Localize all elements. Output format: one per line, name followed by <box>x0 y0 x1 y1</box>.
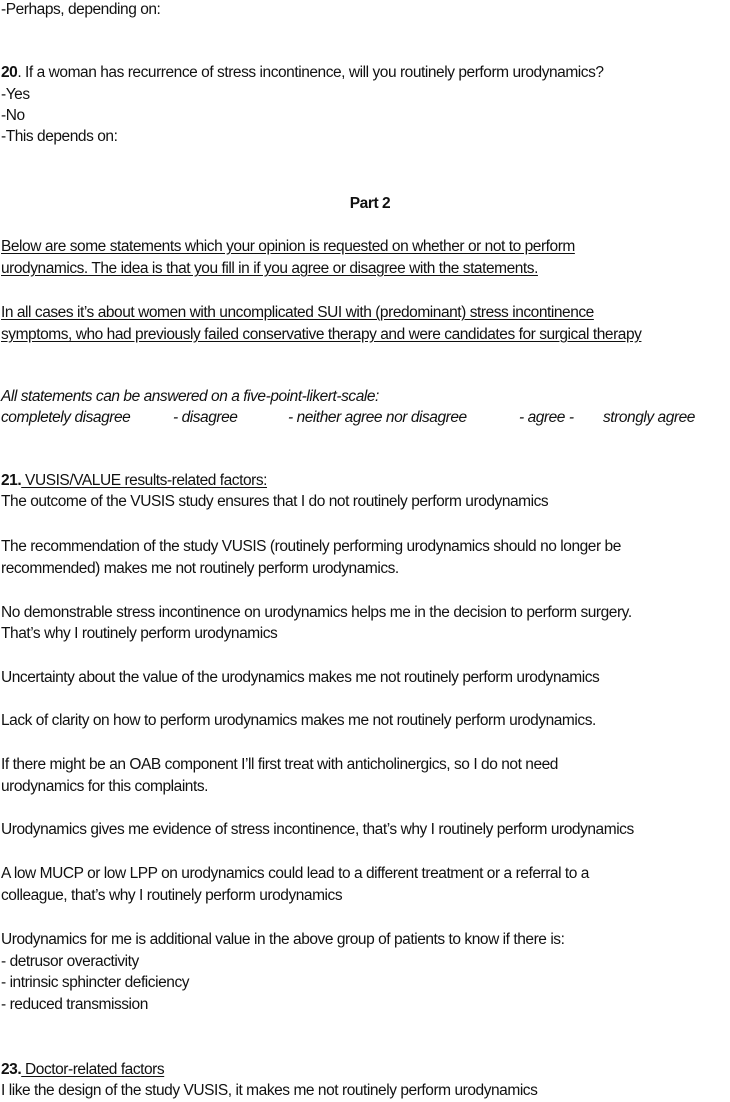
q21-statement-6-line1: If there might be an OAB component I’ll first treat with anticholinergics, so I do not need <box>1 756 558 773</box>
q21-number: 21. <box>1 472 22 489</box>
q20-option-yes: -Yes <box>1 86 30 103</box>
q21-statement-2-line1: The recommendation of the study VUSIS (routinely performing urodynamics should no longer be <box>1 538 621 555</box>
likert-option-strongly-agree: strongly agree <box>603 409 695 426</box>
q21-statement-7: Urodynamics gives me evidence of stress incontinence, that’s why I routinely perform urodynamics <box>1 821 634 838</box>
q21-heading-text: VUSIS/VALUE results-related factors: <box>21 472 268 489</box>
likert-option-completely-disagree: completely disagree <box>1 409 131 426</box>
part2-title: Part 2 <box>349 195 391 212</box>
q21-statement-2-line2: recommended) makes me not routinely perform urodynamics. <box>1 560 399 577</box>
likert-option-disagree: - disagree <box>173 409 238 426</box>
q21-statement-9-item-1: - detrusor overactivity <box>1 953 139 970</box>
likert-scale <box>1 408 730 428</box>
q23-heading <box>1 1060 164 1080</box>
part2-cases-line2: symptoms, who had previously failed conservative therapy and were candidates for surgical therapy <box>1 326 642 343</box>
q20-number: 20 <box>1 64 18 81</box>
likert-option-agree: - agree - <box>519 409 574 426</box>
part2-intro-line2: urodynamics. The idea is that you fill in if you agree or disagree with the statements. <box>1 260 538 277</box>
q20-option-depends: -This depends on: <box>1 128 118 145</box>
q23-statement-1: I like the design of the study VUSIS, it makes me not routinely perform urodynamics <box>1 1082 538 1099</box>
q23-heading-text: Doctor-related factors <box>21 1061 165 1078</box>
q21-statement-8-line1: A low MUCP or low LPP on urodynamics could lead to a different treatment or a referral to a <box>1 865 589 882</box>
q21-statement-5: Lack of clarity on how to perform urodynamics makes me not routinely perform urodynamics. <box>1 712 596 729</box>
q21-statement-3-line1: No demonstrable stress incontinence on urodynamics helps me in the decision to perform surgery. <box>1 604 632 621</box>
q19-option-perhaps: -Perhaps, depending on: <box>1 1 161 18</box>
likert-intro: All statements can be answered on a five-point-likert-scale: <box>1 388 379 405</box>
q20-question <box>1 63 604 83</box>
part2-intro-line1: Below are some statements which your opinion is requested on whether or not to perform <box>1 238 575 255</box>
q21-statement-6-line2: urodynamics for this complaints. <box>1 778 208 795</box>
q21-statement-4: Uncertainty about the value of the urodynamics makes me not routinely perform urodynamics <box>1 669 600 686</box>
part2-cases-line1: In all cases it’s about women with uncomplicated SUI with (predominant) stress incontinence <box>1 304 594 321</box>
q20-question-text: . If a woman has recurrence of stress incontinence, will you routinely perform urodynamics? <box>17 64 604 81</box>
q21-statement-3-line2: That’s why I routinely perform urodynamics <box>1 625 278 642</box>
q21-statement-9-item-3: - reduced transmission <box>1 996 148 1013</box>
q20-option-no: -No <box>1 107 25 124</box>
q21-statement-9-line1: Urodynamics for me is additional value in the above group of patients to know if there is: <box>1 931 565 948</box>
q21-statement-1: The outcome of the VUSIS study ensures that I do not routinely perform urodynamics <box>1 493 549 510</box>
likert-option-neither: - neither agree nor disagree <box>288 409 467 426</box>
q21-statement-9-item-2: - intrinsic sphincter deficiency <box>1 974 190 991</box>
q23-number: 23. <box>1 1061 22 1078</box>
q21-statement-8-line2: colleague, that’s why I routinely perform urodynamics <box>1 887 343 904</box>
q21-heading <box>1 471 267 491</box>
